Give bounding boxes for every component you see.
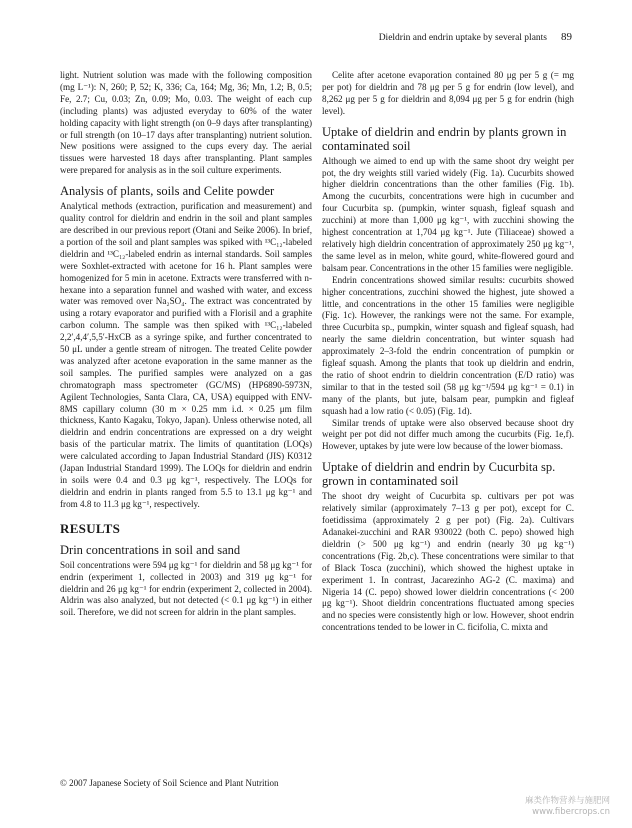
paragraph-nutrient-solution: light. Nutrient solution was made with the following composition (mg L⁻¹): N, 260; P, 52; K, 336; Ca, 164; Mg, 36; Mn, 1.2; B, 0.5; Fe, 2.7; Cu, 0.03; Zn, 0.09; Mo, 0.03. The weight of each cup (including plants) was adjusted everyday to 60% of the water holding capacity with light strength (on 0–9 days after transplanting) or full strength (on 10–17 days after transplanting) nutrient solution. New positions were assigned to the cups every day. The aerial tissues were harvested 18 days after transplanting. Plant samples were prepared for analysis as in the soil culture experiments. bbox=[60, 70, 312, 176]
left-column bbox=[60, 70, 312, 619]
paragraph-uptake-endrin: Endrin concentrations showed similar results: cucurbits showed higher concentrations, zucchini showed the highest, jute showed a little, and concentrations in the other 15 families were negligible (Fig. 1c). However, the rankings were not the same. For example, three Cucurbita sp., pumpkin, winter squash and figleaf squash, had nearly the same dieldrin concentration, but winter squash had approximately 2–3-fold the endrin concentration of pumpkin or figleaf squash. Among the plants that took up dieldrin and endrin, the ratio of shoot endrin to dieldrin concentration (E/D ratio) was similar to that in the tested soil (58 μg kg⁻¹/594 μg kg⁻¹ = 0.1) in many of the plants, but jute, balsam pear, pumpkin and figleaf squash had a low ratio (< 0.05) (Fig. 1d). bbox=[322, 274, 574, 416]
paragraph-soil-concentrations: Soil concentrations were 594 μg kg⁻¹ for dieldrin and 58 μg kg⁻¹ for endrin (experiment 1, collected in 2003) and 319 μg kg⁻¹ for dieldrin and 26 μg kg⁻¹ for endrin (experiment 2, collected in 2004). Aldrin was also analyzed, but not detected (< 0.1 μg kg⁻¹) in either soil. Therefore, we did not screen for aldrin in the plant samples. bbox=[60, 559, 312, 618]
heading-results: RESULTS bbox=[60, 520, 121, 536]
watermark-line-1: 麻类作物营养与施肥网 bbox=[524, 796, 610, 806]
paragraph-analysis-methods: Analytical methods (extraction, purification and measurement) and quality control for dieldrin and endrin in the soil and plant samples are described in our previous report (Otani and Seike 2006). In brief, a portion of the soil and plant samples was spiked with ¹³C₁₂-labeled dieldrin and ¹³C₁₂-labeled endrin as internal standards. Soil samples were Soxhlet-extracted with acetone for 16 h. Plant samples were homogenized for 5 min in acetone. Extracts were transferred with n-hexane into a separation funnel and washed with water, and excess water was removed over Na₂SO₄. The extract was concentrated by using a rotary evaporator and purified with a Florisil and a graphite carbon column. The sample was then spiked with ¹³C₁₂-labeled 2,2′,4,4′,5,5′-HxCB as a syringe spike, and further concentrated to 50 μL under a gentle stream of nitrogen. The treated Celite powder was analyzed after acetone evaporation in the same manner as the soil samples. The purified samples were analyzed on a gas chromatograph mass spectrometer (GC/MS) (HP6890-5973N, Agilent Technologies, Santa Clara, CA, USA) equipped with ENV-8MS capillary column (30 m × 0.25 mm i.d. × 0.25 μm film thickness, Kanto Kagaku, Tokyo, Japan). Unless otherwise noted, all dieldrin and endrin concentrations are expressed on a dry weight basis of the particular matrix. The limits of quantitation (LOQs) were calculated according to Japan Industrial Standard (JIS) K0312 (Japan Industrial Standard 1999). The LOQs for dieldrin and endrin in soils were 0.4 and 0.3 μg kg⁻¹, respectively. The LOQs for dieldrin and endrin in plants ranged from 5.5 to 13.1 μg kg⁻¹ and from 4.8 to 11.3 μg kg⁻¹, respectively. bbox=[60, 201, 312, 509]
heading-uptake-cucurbita: Uptake of dieldrin and endrin by Cucurbita sp. grown in contaminated soil bbox=[322, 460, 556, 489]
page-number: 89 bbox=[561, 31, 572, 43]
paragraph-celite: Celite after acetone evaporation contained 80 μg per 5 g (= mg per pot) for dieldrin and 78 μg per 5 g for endrin (low level), and 8,262 μg per 5 g for dieldrin and 8,094 μg per 5 g for endrin (high level). bbox=[322, 70, 574, 116]
heading-analysis: Analysis of plants, soils and Celite powder bbox=[60, 184, 275, 199]
paragraph-cucurbita-cultivars: The shoot dry weight of Cucurbita sp. cultivars per pot was relatively similar (approximately 7–13 g per pot), except for C. foetidissima (approximately 2 g per pot) (Fig. 2a). Cultivars Adanakei-zucchini and RAR 930022 (both C. pepo) showed high dieldrin (> 500 μg kg⁻¹) and endrin (nearly 30 μg kg⁻¹) concentrations (Fig. 2b,c). These concentrations were similar to that of Black Tosca (zucchini), which showed the highest uptake in experiment 1. In contrast, Jacarezinho AG-2 (C. maxima) and Nigeria 14 (C. pepo) showed lower dieldrin concentrations (< 200 μg kg⁻¹). Shoot dieldrin concentrations fluctuated among species and no species were consistently high or low. However, shoot endrin concentrations tended to be lower in C. ficifolia, C. mixta and bbox=[322, 491, 574, 633]
watermark-line-2: www.fibercrops.cn bbox=[532, 807, 610, 817]
paragraph-uptake-dieldrin: Although we aimed to end up with the same shoot dry weight per pot, the dry weights still varied widely (Fig. 1a). Cucurbits showed higher dieldrin concentrations than the other families (Fig. 1b). Among the cucurbits, concentrations were high in cucumber and four Cucurbita sp. (pumpkin, winter squash, figleaf squash and zucchini) at more than 1,000 μg kg⁻¹, with zucchini showing the highest concentration at 1,704 μg kg⁻¹. Jute (Tiliaceae) showed a relatively high dieldrin concentration of approximately 250 μg kg⁻¹, the same level as in melon, white gourd, white-flowered gourd and balsam pear. Concentrations in the other 15 families were negligible. bbox=[322, 155, 574, 273]
copyright-footer: © 2007 Japanese Society of Soil Science and Plant Nutrition bbox=[60, 778, 279, 788]
heading-uptake-plants: Uptake of dieldrin and endrin by plants grown in contaminated soil bbox=[322, 124, 567, 153]
running-title: Dieldrin and endrin uptake by several plants bbox=[378, 33, 547, 43]
heading-drin-concentrations: Drin concentrations in soil and sand bbox=[60, 542, 241, 557]
running-header bbox=[60, 31, 572, 45]
paragraph-similar-trends: Similar trends of uptake were also observed because shoot dry weight per pot did not differ much among the cucurbits (Fig. 1e,f). However, uptakes by jute were low because of the lower biomass. bbox=[322, 417, 574, 452]
watermark bbox=[525, 796, 610, 818]
right-column bbox=[322, 70, 574, 634]
